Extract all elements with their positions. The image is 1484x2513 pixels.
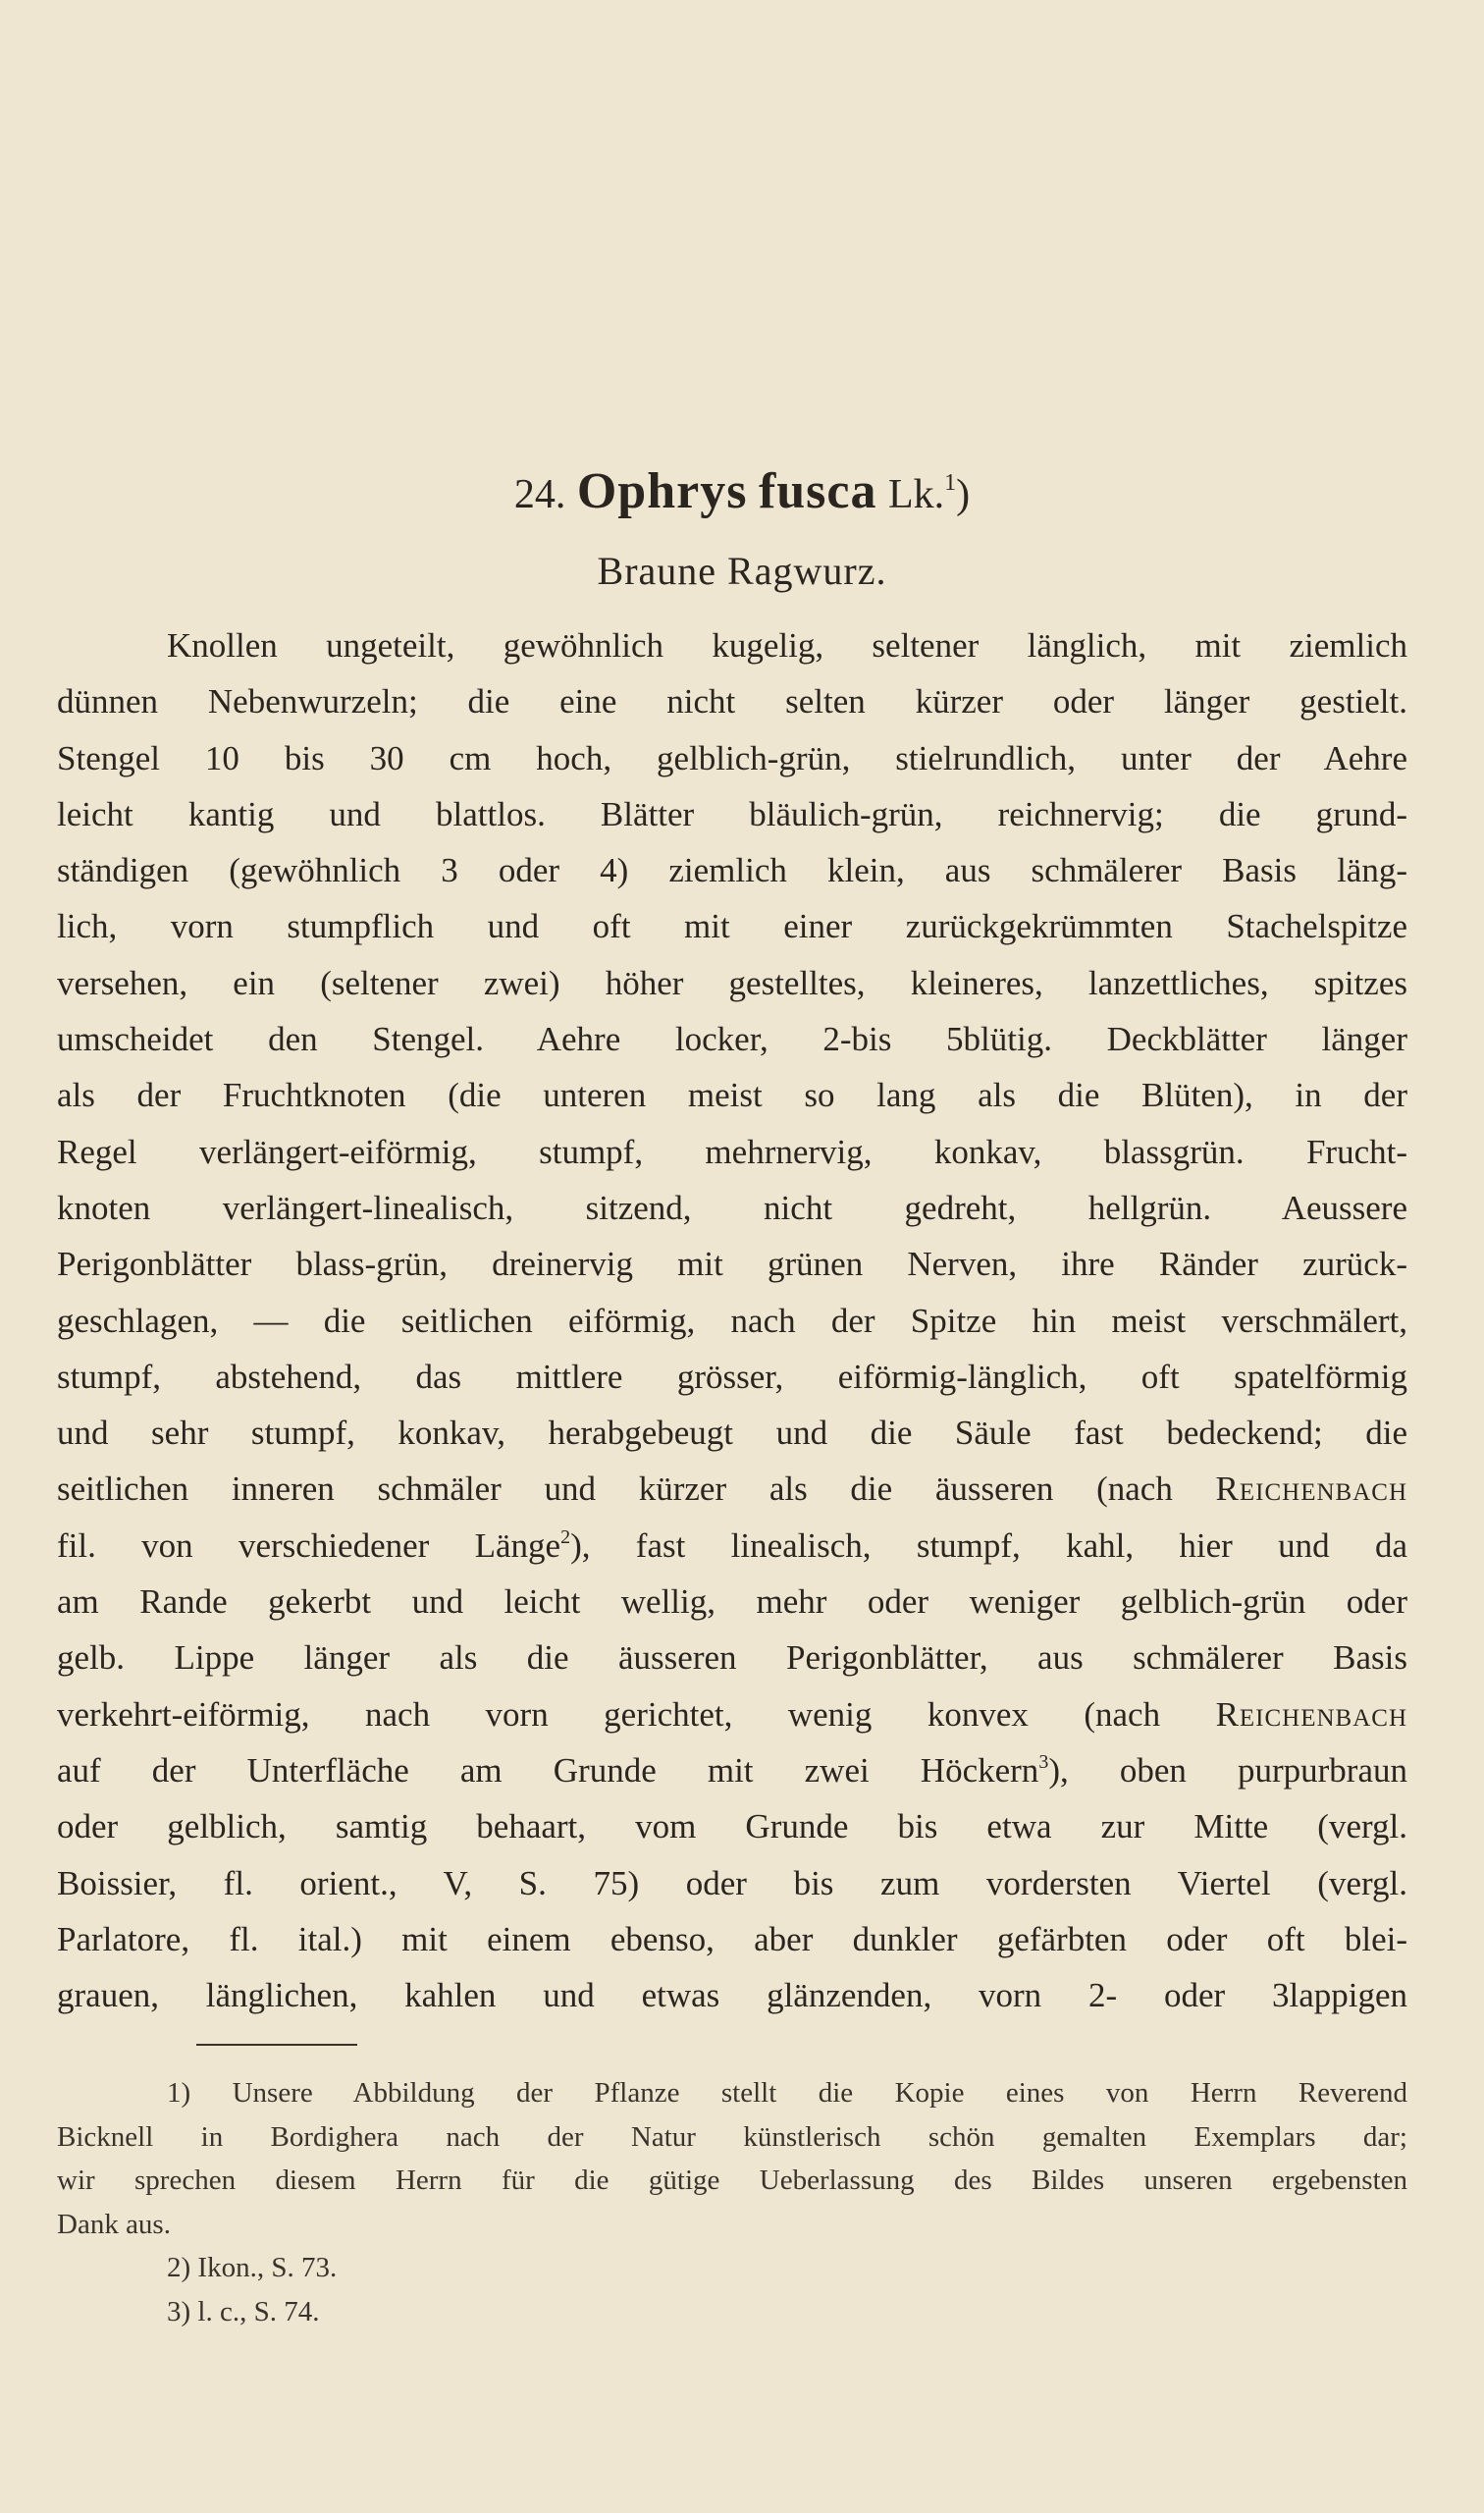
body-line [57,1686,1407,1742]
heading-closing: ) [956,472,971,517]
species-name: fusca [758,463,877,519]
body-line: versehen, ein (seltener zwei) höher gestelltes, kleineres, lanzettliches, spitzes [57,963,1407,1002]
body-line: Perigonblätter blass-grün, dreinervig mit grünen Nerven, ihre Ränder zurück- [57,1245,1407,1284]
footnote-1-line: Bicknell in Bordighera nach der Natur künstlerisch schön gemalten Exemplars dar; [57,2120,1407,2153]
footnote-1-line: wir sprechen diesem Herrn für die gütige Ueberlassung des Bildes unseren ergebensten [57,2165,1407,2196]
line-text: verkehrt-eiförmig, nach vorn gerichtet, wenig konvex (nach [57,1694,1161,1734]
body-line: stumpf, abstehend, das mittlere grösser, eiförmig-länglich, oft spatelförmig [57,1357,1407,1396]
footnote-marker: 1 [944,470,957,496]
footnote-1-line: 1) Unsere Abbildung der Pflanze stellt die Kopie eines von Herrn Reverend [167,2077,1407,2109]
genus-name: Ophrys [576,463,748,519]
body-line: umscheidet den Stengel. Aehre locker, 2-bis 5blütig. Deckblätter länger [57,1020,1407,1059]
species-heading [0,454,1484,524]
body-line: oder gelblich, samtig behaart, vom Grunde bis etwa zur Mitte (vergl. [57,1807,1407,1846]
footnote-marker: 3 [1038,1750,1049,1773]
footnotes [57,2071,1407,2333]
line-text: auf der Unterfläche am Grunde mit zwei Höckern [57,1750,1039,1790]
body-text [57,617,1407,2023]
line-text: fil. von verschiedener Länge [57,1525,561,1565]
footnote-1-line: Dank aus. [57,2208,171,2240]
body-line: lich, vorn stumpflich und oft mit einer zurückgekrümmten Stachelspitze [57,907,1407,946]
author-name-reichenbach: Reichenbach [1215,1470,1407,1509]
footnote-divider [196,2044,357,2046]
body-line [57,1742,1407,1798]
body-line: dünnen Nebenwurzeln; die eine nicht selten kürzer oder länger gestielt. [57,682,1407,722]
line-text: ), oben purpurbraun [1048,1750,1407,1790]
body-line [57,1461,1407,1517]
author-abbreviation: Lk. [888,472,945,517]
footnote-2: 2) Ikon., S. 73. [167,2252,338,2283]
line-text: ), fast linealisch, stumpf, kahl, hier und da [570,1525,1407,1565]
body-line: Boissier, fl. orient., V, S. 75) oder bis zum vordersten Viertel (vergl. [57,1863,1407,1902]
species-number: 24. [513,472,566,517]
body-line: ständigen (gewöhnlich 3 oder 4) ziemlich klein, aus schmälerer Basis läng- [57,851,1407,890]
footnote-marker: 2 [560,1525,571,1548]
line-text: seitlichen inneren schmäler und kürzer als die äusseren (nach [57,1470,1173,1509]
body-line: knoten verlängert-linealisch, sitzend, nicht gedreht, hellgrün. Aeussere [57,1188,1407,1227]
body-line [57,1518,1407,1574]
body-line: Knollen ungeteilt, gewöhnlich kugelig, seltener länglich, mit ziemlich [167,626,1407,665]
common-name: Braune Ragwurz. [597,549,887,593]
author-name-reichenbach: Reichenbach [1215,1694,1408,1734]
body-line: und sehr stumpf, konkav, herabgebeugt und die Säule fast bedeckend; die [57,1414,1407,1453]
footnote-3: 3) l. c., S. 74. [167,2295,320,2327]
body-line: Parlatore, fl. ital.) mit einem ebenso, aber dunkler gefärbten oder oft blei- [57,1919,1407,1958]
body-line: Regel verlängert-eiförmig, stumpf, mehrnervig, konkav, blassgrün. Frucht- [57,1132,1407,1171]
body-line: gelb. Lippe länger als die äusseren Perigonblätter, aus schmälerer Basis [57,1638,1407,1678]
body-line: geschlagen, — die seitlichen eiförmig, nach der Spitze hin meist verschmälert, [57,1301,1407,1340]
body-line: am Rande gekerbt und leicht wellig, mehr oder weniger gelblich-grün oder [57,1582,1407,1622]
body-line: Stengel 10 bis 30 cm hoch, gelblich-grün, stielrundlich, unter der Aehre [57,738,1407,777]
body-line: grauen, länglichen, kahlen und etwas glänzenden, vorn 2- oder 3lappigen [57,1976,1407,2015]
body-line: leicht kantig und blattlos. Blätter bläulich-grün, reichnervig; die grund- [57,794,1407,833]
body-line: als der Fruchtknoten (die unteren meist so lang als die Blüten), in der [57,1076,1407,1115]
